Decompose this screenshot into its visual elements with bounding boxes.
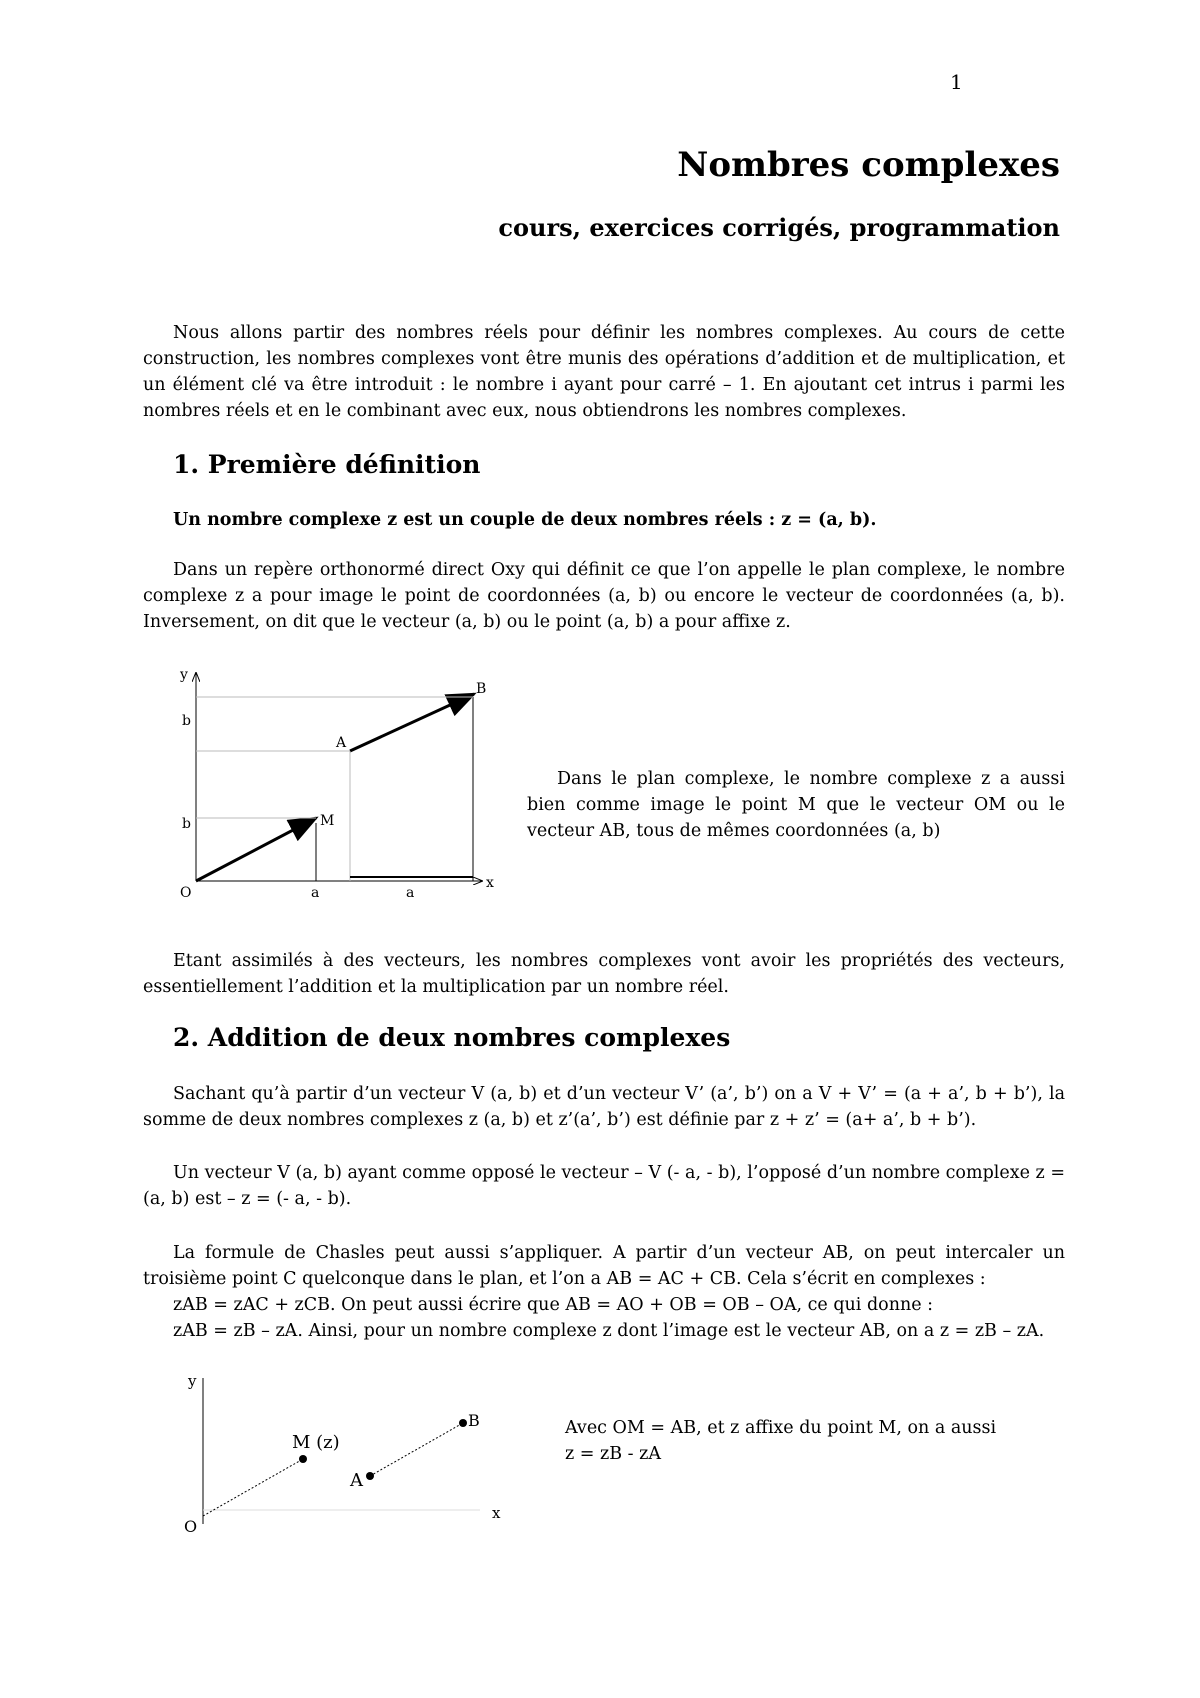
vector-om	[196, 818, 316, 881]
fig1-b-label: B	[476, 681, 487, 697]
figure2-caption-line-2: z = zB - zA	[565, 1444, 661, 1464]
fig2-b-label: B	[468, 1411, 480, 1430]
page-number: 1	[950, 70, 963, 94]
page-title: Nombres complexes	[677, 145, 1060, 185]
fig1-o-label: O	[180, 885, 192, 900]
figure2-caption-line-1: Avec OM = AB, et z affixe du point M, on a aussi	[565, 1418, 997, 1438]
fig2-point-a	[366, 1472, 374, 1480]
fig1-x-label: x	[486, 875, 494, 891]
fig2-m-label: M (z)	[292, 1432, 340, 1453]
after-figure1-paragraph: Etant assimilés à des vecteurs, les nombres complexes vont avoir les propriétés des vecteurs, essentiellement l’addition et la multiplication par un nombre réel.	[143, 951, 1065, 997]
fig1-a-label: A	[336, 735, 347, 751]
figure2-diagram	[180, 1368, 510, 1538]
fig1-m-label: M	[320, 813, 335, 829]
section2-heading: 2. Addition de deux nombres complexes	[173, 1023, 731, 1052]
section2-paragraph-2: Un vecteur V (a, b) ayant comme opposé le vecteur – V (- a, - b), l’opposé d’un nombre complexe z = (a, b) est – z = (- a, - b).	[143, 1163, 1065, 1209]
section1-paragraph: Dans un repère orthonormé direct Oxy qui définit ce que l’on appelle le plan complexe, le nombre complexe z a pour image le point de coordonnées (a, b) ou encore le vecteur de coordonnées (a, b). Inversement, on dit que le vecteur (a, b) ou le point (a, b) a pour affixe z.	[143, 560, 1065, 632]
fig2-vector-om	[203, 1459, 303, 1516]
definition-statement: Un nombre complexe z est un couple de deux nombres réels : z = (a, b).	[173, 510, 877, 530]
fig2-x-label: x	[492, 1504, 501, 1522]
figure1-diagram	[170, 665, 510, 900]
intro-paragraph: Nous allons partir des nombres réels pour définir les nombres complexes. Au cours de cette construction, les nombres complexes vont être munis des opérations d’addition et de multiplication, et un élément clé va être introduit : le nombre i ayant pour carré – 1. En ajoutant cet intrus i parmi les nombres réels et en le combinant avec eux, nous obtiendrons les nombres complexes.	[143, 323, 1065, 421]
section2-paragraph-1: Sachant qu’à partir d’un vecteur V (a, b) et d’un vecteur V’ (a’, b’) on a V + V’ = (a + a’, b + b’), la somme de deux nombres complexes z (a, b) et z’(a’, b’) est définie par z + z’ = (a+ a’, b + b’).	[143, 1084, 1065, 1130]
fig2-point-m	[299, 1455, 307, 1463]
fig2-vector-ab	[370, 1423, 463, 1476]
section2-paragraph-3: La formule de Chasles peut aussi s’appliquer. A partir d’un vecteur AB, on peut intercaler un troisième point C quelconque dans le plan, et l’on a AB = AC + CB. Cela s’écrit en complexes :	[143, 1243, 1065, 1289]
fig2-o-label: O	[184, 1517, 198, 1536]
vector-ab	[350, 694, 474, 751]
fig1-a-tick-2: a	[406, 885, 415, 900]
fig1-b-tick-2: b	[182, 816, 191, 832]
page-subtitle: cours, exercices corrigés, programmation	[498, 213, 1060, 242]
fig2-point-b	[459, 1419, 467, 1427]
section1-heading: 1. Première définition	[173, 450, 481, 479]
fig2-a-label: A	[350, 1470, 363, 1491]
chasles-line-2: zAB = zAC + zCB. On peut aussi écrire que AB = AO + OB = OB – OA, ce qui donne :	[173, 1295, 934, 1315]
fig1-b-tick-1: b	[182, 713, 191, 729]
fig2-y-label: y	[188, 1372, 197, 1390]
fig1-y-label: y	[180, 667, 188, 683]
chasles-line-3: zAB = zB – zA. Ainsi, pour un nombre complexe z dont l’image est le vecteur AB, on a z = zB – zA.	[173, 1321, 1045, 1341]
fig1-a-tick-1: a	[311, 885, 320, 900]
figure1-caption: Dans le plan complexe, le nombre complexe z a aussi bien comme image le point M que le vecteur OM ou le vecteur AB, tous de mêmes coordonnées (a, b)	[527, 769, 1065, 841]
